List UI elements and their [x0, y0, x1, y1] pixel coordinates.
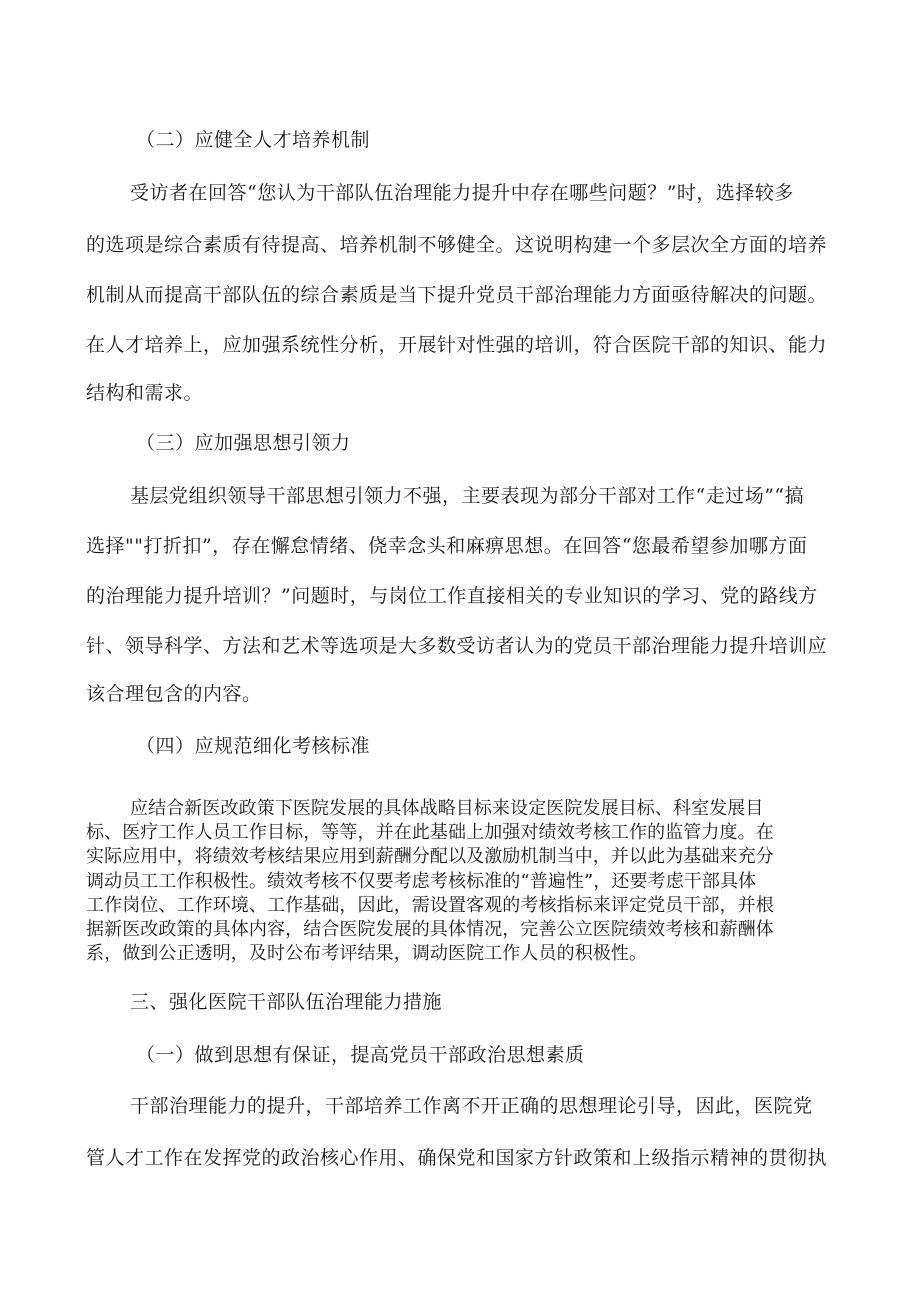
paragraph-line: 管人才工作在发挥党的政治核心作用、确保党和国家方针政策和上级指示精神的贯彻执	[86, 1147, 828, 1169]
paragraph-line: 的选项是综合素质有待提高、培养机制不够健全。这说明构建一个多层次全方面的培养	[86, 234, 828, 256]
paragraph-line: 该合理包含的内容。	[86, 683, 262, 705]
subsection-heading-1: （一）做到思想有保证，提高党员干部政治思想素质	[136, 1044, 585, 1066]
paragraph-line: 工作岗位、工作环境、工作基础，因此，需设置客观的考核指标来评定党员干部，并根	[86, 895, 774, 916]
section-heading-3: （三）应加强思想引领力	[136, 432, 351, 454]
paragraph-line: 系，做到公正透明，及时公布考评结果，调动医院工作人员的积极性。	[86, 943, 648, 964]
paragraph-line: 实际应用中，将绩效考核结果应用到薪酬分配以及激励机制当中，并以此为基础来充分	[86, 846, 774, 867]
paragraph-line: 的治理能力提升培训？”问题时，与岗位工作直接相关的专业知识的学习、党的路线方	[86, 585, 818, 607]
paragraph-line: 机制从而提高干部队伍的综合素质是当下提升党员干部治理能力方面亟待解决的问题。	[86, 284, 828, 306]
paragraph-line: 选择""打折扣”，存在懈怠情绪、侥幸念头和麻痹思想。在回答“您最希望参加哪方面	[86, 535, 808, 557]
paragraph-line: 结构和需求。	[86, 382, 204, 404]
paragraph-line: 在人才培养上，应加强系统性分析，开展针对性强的培训，符合医院干部的知识、能力	[86, 334, 828, 356]
paragraph-line: 调动员工工作积极性。绩效考核不仅要考虑考核标准的“普遍性”，还要考虑干部具体	[86, 871, 757, 892]
part-heading-3: 三、强化医院干部队伍治理能力措施	[130, 991, 443, 1013]
paragraph-line: 据新医改政策的具体内容，结合医院发展的具体情况，完善公立医院绩效考核和薪酬体	[86, 919, 774, 940]
section-heading-2: （二）应健全人才培养机制	[136, 129, 371, 151]
paragraph-line: 针、领导科学、方法和艺术等选项是大多数受访者认为的党员干部治理能力提升培训应	[86, 635, 828, 657]
paragraph-line: 干部治理能力的提升，干部培养工作离不开正确的思想理论引导，因此，医院党	[130, 1095, 813, 1117]
paragraph-line: 受访者在回答“您认为干部队伍治理能力提升中存在哪些问题？”时，选择较多	[130, 182, 794, 204]
paragraph-line: 标、医疗工作人员工作目标，等等，并在此基础上加强对绩效考核工作的监管力度。在	[86, 822, 774, 843]
paragraph-line: 应结合新医改政策下医院发展的具体战略目标来设定医院发展目标、科室发展目	[130, 798, 764, 819]
section-heading-4: （四）应规范细化考核标准	[136, 735, 371, 757]
paragraph-line: 基层党组织领导干部思想引领力不强，主要表现为部分干部对工作“走过场”“搞	[130, 485, 805, 507]
